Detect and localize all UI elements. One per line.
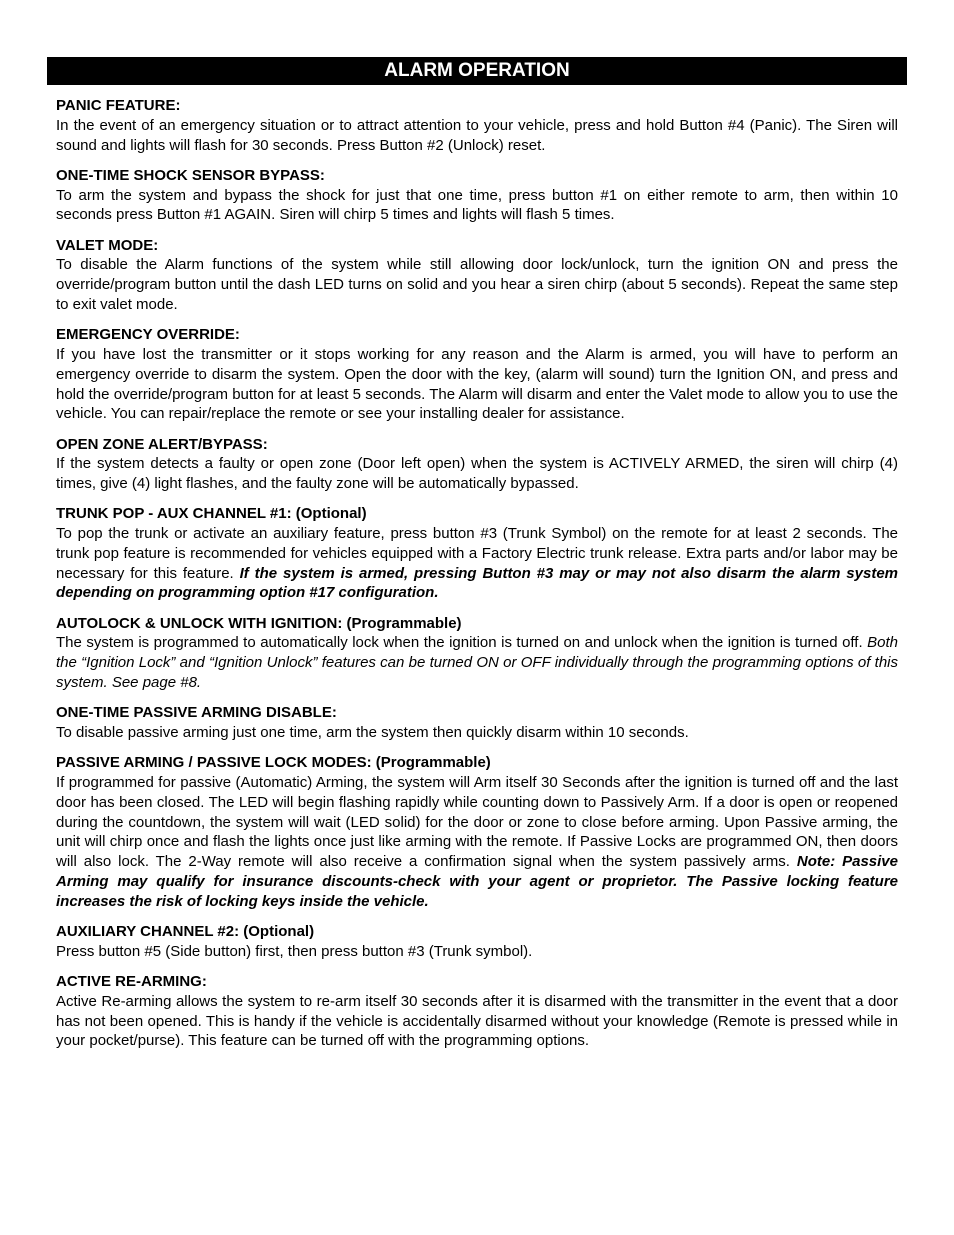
section-heading: PASSIVE ARMING / PASSIVE LOCK MODES: (Programmable): [56, 754, 491, 772]
section-body: To arm the system and bypass the shock for just that one time, press button #1 on either remote to arm, then within 10 seconds press Button #1 AGAIN. Siren will chirp 5 times and lights will flash 5 times.: [56, 186, 898, 224]
section-heading: ONE-TIME PASSIVE ARMING DISABLE:: [56, 704, 337, 722]
section-body: In the event of an emergency situation or to attract attention to your vehicle, press and hold Button #4 (Panic). The Siren will sound and lights will flash for 30 seconds. Press Button #2 (Unlock) reset.: [56, 116, 898, 154]
section-note: Both the “Ignition Lock” and “Ignition Unlock” features can be turned ON or OFF individually through the programming options of this system. See page #8.: [56, 634, 899, 692]
section-heading: TRUNK POP - AUX CHANNEL #1: (Optional): [56, 505, 367, 523]
section-body-text: The system is programmed to automatically lock when the ignition is turned on and unlock when the ignition is turned off.: [56, 634, 863, 652]
section-passive-arming-disable: [56, 703, 898, 743]
content: [56, 96, 898, 1062]
section-body: Active Re-arming allows the system to re-arm itself 30 seconds after it is disarmed with the transmitter in the event that a door has not been opened. This is handy if the vehicle is accidentally disarmed without your knowledge (Remote is pressed while in your pocket/purse). This feature can be turned off with the programming options.: [56, 992, 898, 1050]
section-body-text: If programmed for passive (Automatic) Arming, the system will Arm itself 30 Seconds after the ignition is turned off and the last door has been closed. The LED will begin flashing rapidly while counting down to Passively Arm. If a door is open or reopened during the countdown, the system will wait (LED solid) for the door or zone to close before arming. Upon Passive arming, the unit will chirp once and flash the lights once just like arming with the remote. If Passive Locks are programmed ON, then doors will also lock. The 2-Way remote will also receive a confirmation signal when the system passively arms.: [56, 774, 898, 871]
section-body: [56, 633, 898, 692]
page-title: ALARM OPERATION: [47, 57, 907, 85]
section-note: If the system is armed, pressing Button #3 may or may not also disarm the alarm system depending on programming option #17 configuration.: [56, 564, 899, 602]
section-body: [56, 524, 898, 603]
section-heading: VALET MODE:: [56, 236, 159, 254]
section-emergency-override: [56, 325, 898, 424]
section-passive-arming-modes: [56, 753, 898, 911]
section-heading: OPEN ZONE ALERT/BYPASS:: [56, 435, 268, 453]
section-shock-sensor-bypass: [56, 166, 898, 225]
section-body: If you have lost the transmitter or it stops working for any reason and the Alarm is armed, you will have to perform an emergency override to disarm the system. Open the door with the key, (alarm will sound) turn the Ignition ON, and press and hold the override/program button for at least 5 seconds. The Alarm will disarm and enter the Valet mode to allow you to use the vehicle. You can repair/replace the remote or see your installing dealer for assistance.: [56, 345, 898, 423]
section-heading: PANIC FEATURE:: [56, 97, 181, 114]
section-heading: AUXILIARY CHANNEL #2: (Optional): [56, 923, 315, 940]
section-body: To disable passive arming just one time, arm the system then quickly disarm within 10 seconds.: [56, 724, 689, 742]
section-body: To disable the Alarm functions of the system while still allowing door lock/unlock, turn the ignition ON and press the override/program button until the dash LED turns on solid and you hear a siren chirp (about 5 seconds). Repeat the same step to exit valet mode.: [56, 256, 898, 313]
section-autolock-unlock: [56, 614, 898, 693]
section-open-zone-alert: [56, 435, 898, 494]
section-heading: AUTOLOCK & UNLOCK WITH IGNITION: (Programmable): [56, 614, 462, 632]
section-note: Note: Passive Arming may qualify for insurance discounts-check with your agent or proprietor. The Passive locking feature increases the risk of locking keys inside the vehicle.: [56, 853, 898, 910]
section-heading: ACTIVE RE-ARMING:: [56, 972, 207, 990]
section-active-rearming: [56, 972, 898, 1051]
section-body: [56, 773, 898, 912]
section-trunk-pop: [56, 504, 898, 603]
section-valet-mode: [56, 236, 898, 315]
section-heading: ONE-TIME SHOCK SENSOR BYPASS:: [56, 166, 325, 184]
section-body: Press button #5 (Side button) first, then press button #3 (Trunk symbol).: [56, 942, 533, 960]
section-panic-feature: [56, 96, 898, 155]
section-auxiliary-channel-2: [56, 922, 898, 962]
section-body: If the system detects a faulty or open zone (Door left open) when the system is ACTIVELY ARMED, the siren will chirp (4) times, give (4) light flashes, and the faulty zone will be automatically bypassed.: [56, 455, 898, 493]
section-body-text: To pop the trunk or activate an auxiliary feature, press button #3 (Trunk Symbol) on the remote for at least 2 seconds. The trunk pop feature is recommended for vehicles equipped with a Factory Electric trunk release. Extra parts and/or labor may be necessary for this feature.: [56, 525, 898, 582]
section-heading: EMERGENCY OVERRIDE:: [56, 326, 240, 344]
